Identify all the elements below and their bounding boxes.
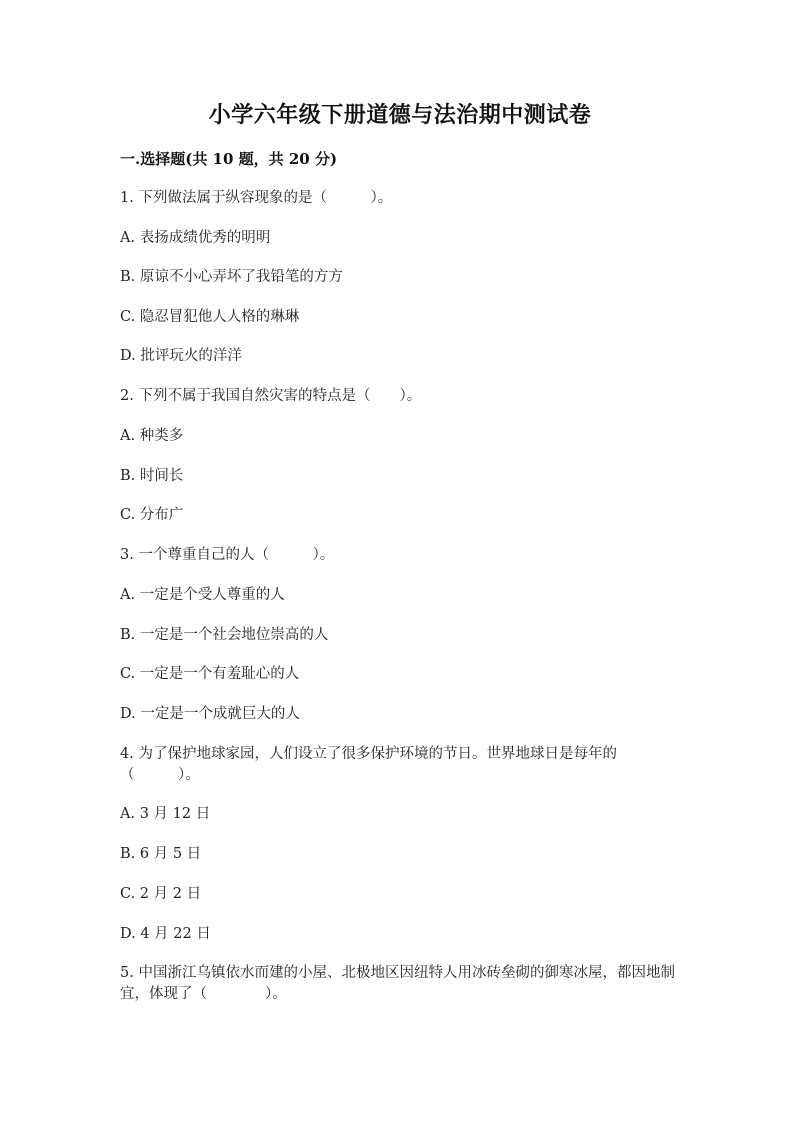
question-1-option-d: D. 批评玩火的洋洋 xyxy=(120,348,242,364)
question-3-option-c: C. 一定是一个有羞耻心的人 xyxy=(120,666,300,682)
question-1-stem: 1. 下列做法属于纵容现象的是（ ）。 xyxy=(120,190,393,206)
question-2-stem: 2. 下列不属于我国自然灾害的特点是（ ）。 xyxy=(120,388,422,404)
question-1-option-b: B. 原谅不小心弄坏了我铅笔的方方 xyxy=(120,269,343,285)
question-4-option-c: C. 2 月 2 日 xyxy=(120,886,202,902)
question-2-option-c: C. 分布广 xyxy=(120,507,184,523)
question-2-option-b: B. 时间长 xyxy=(120,468,184,484)
question-3-stem: 3. 一个尊重自己的人（ ）。 xyxy=(120,547,335,563)
question-4-option-a: A. 3 月 12 日 xyxy=(120,806,211,822)
exam-title: 小学六年级下册道德与法治期中测试卷 xyxy=(208,102,592,128)
question-2-option-a: A. 种类多 xyxy=(120,428,184,444)
question-3-option-a: A. 一定是个受人尊重的人 xyxy=(120,587,285,603)
question-4-stem: 4. 为了保护地球家园，人们设立了很多保护环境的节日。世界地球日是每年的（ ）。 xyxy=(120,746,617,783)
question-3-option-d: D. 一定是一个成就巨大的人 xyxy=(120,706,300,722)
question-1-option-c: C. 隐忍冒犯他人人格的琳琳 xyxy=(120,309,300,325)
question-4-option-d: D. 4 月 22 日 xyxy=(120,926,211,942)
question-5-stem: 5. 中国浙江乌镇依水而建的小屋、北极地区因纽特人用冰砖垒砌的御寒冰屋，都因地制宜，体现了（ ）。 xyxy=(120,965,675,1002)
section-heading: 一.选择题(共 10 题，共 20 分) xyxy=(120,150,338,168)
question-3-option-b: B. 一定是一个社会地位崇高的人 xyxy=(120,627,329,643)
question-4-option-b: B. 6 月 5 日 xyxy=(120,846,202,862)
question-1-option-a: A. 表扬成绩优秀的明明 xyxy=(120,230,271,246)
